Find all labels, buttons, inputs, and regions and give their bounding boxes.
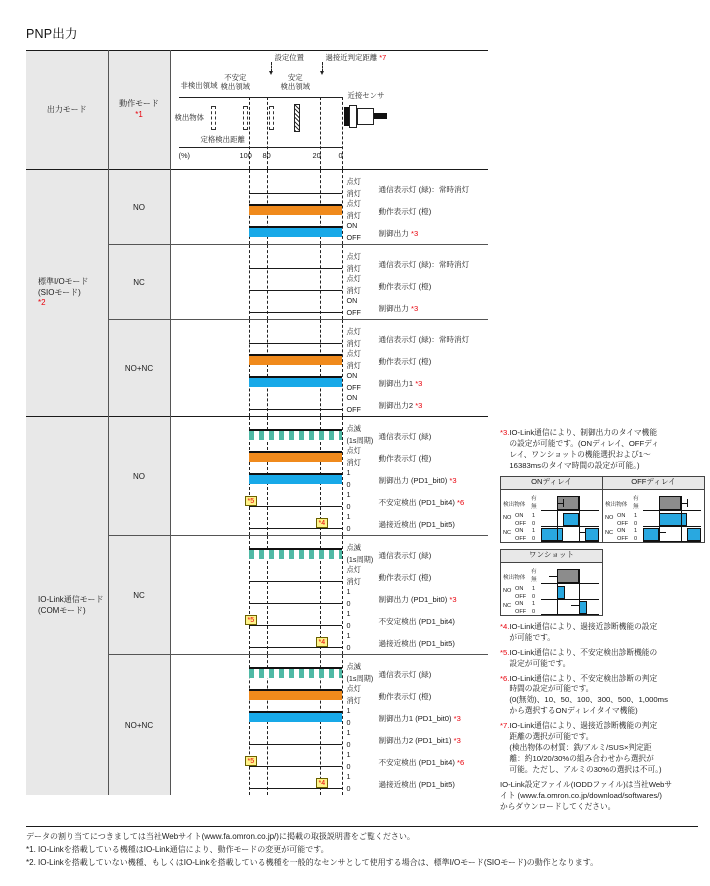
nc-off: OFF xyxy=(617,535,629,542)
unstable-zone-label: 不安定 検出領域 xyxy=(220,73,251,92)
signal-description: 動作表示灯 (橙) xyxy=(378,573,432,582)
footer-rule xyxy=(26,826,698,827)
table-row xyxy=(26,170,488,245)
oneshot-title: ワンショット xyxy=(501,549,603,562)
note-7-line4: 離：約10/20/30%の組み合わせから選択が xyxy=(509,754,654,764)
bar-NO+NC-1 xyxy=(249,689,342,700)
note-7-number: *7. xyxy=(500,721,510,731)
no-pulse xyxy=(563,513,579,526)
state-high-label: 点灯 xyxy=(346,177,361,186)
nc-on: ON xyxy=(515,527,524,534)
mode-line-1: 標準I/Oモード xyxy=(38,276,89,286)
object-stable xyxy=(294,104,300,132)
bar-NO-1 xyxy=(249,204,342,215)
nc-pulse xyxy=(579,601,587,614)
nc-label: NC xyxy=(503,529,512,536)
note-6-line3: (0(無効)、10、50、100、300、500、1,000ms xyxy=(509,695,668,705)
signal-description: 通信表示灯 (緑)：常時消灯 xyxy=(378,185,470,194)
signal-description: 不安定検出 (PD1_bit4) *6 xyxy=(378,498,465,507)
no-label: NO xyxy=(605,514,614,521)
state-low-label: 0 xyxy=(346,524,351,533)
waveform-group-NO xyxy=(171,417,489,535)
nc-pulse-a xyxy=(541,528,563,541)
on-delay-title: ONディレイ xyxy=(501,476,603,489)
object-present: 有 xyxy=(633,495,639,502)
footer-notes xyxy=(26,826,698,870)
note-3-line2: の設定が可能です。(ONディレイ、OFFディ xyxy=(509,438,659,448)
on-off-delay-table: ONディレイ OFFディレイ 検出物体 有 無 NO ON OFF 1 0 NC ON OFF 1 0 検出物体 有 無 NO ON OFF 1 0 NC ON OFF 1 0 xyxy=(500,476,705,543)
state-high-label: 1 xyxy=(346,490,351,499)
iodd-line3: からダウンロードしてください。 xyxy=(500,801,616,811)
action-mode-NO: NO xyxy=(108,417,170,536)
no-on: ON xyxy=(617,512,626,519)
state-low-label: (1s周期) xyxy=(346,555,374,564)
table-row xyxy=(26,417,488,536)
mode-line-1: IO-Link通信モード xyxy=(38,595,104,605)
col-header-output-mode: 出力モード xyxy=(26,51,108,170)
no-off: OFF xyxy=(617,520,629,527)
signal-description: 通信表示灯 (緑) xyxy=(378,551,432,560)
section-mode-1 xyxy=(26,417,108,796)
note-4-number: *4. xyxy=(500,621,510,631)
bar-NC-0 xyxy=(249,548,342,559)
badge-note-4: *4 xyxy=(316,518,329,528)
note-4 xyxy=(500,622,706,644)
signal-description: 制御出力1 (PD1_bit0) *3 xyxy=(378,714,461,723)
signal-description: 制御出力 *3 xyxy=(378,304,419,313)
note-4-line2: が可能です。 xyxy=(509,632,555,642)
signal-description: 制御出力 (PD1_bit0) *3 xyxy=(378,595,457,604)
state-high-label: ON xyxy=(346,221,358,230)
no-label: NO xyxy=(503,514,512,521)
bar-NO+NC-1 xyxy=(249,354,342,365)
oneshot-table: ワンショット 検出物体 有 無 NO ON OFF 1 0 NC ON OFF 1 0 xyxy=(500,549,603,616)
notes-column xyxy=(500,428,706,817)
state-high-label: 1 xyxy=(346,728,351,737)
object-absent: 無 xyxy=(633,503,639,510)
state-low-label: 消灯 xyxy=(346,339,361,348)
axis-tick-100: 100 xyxy=(239,151,252,160)
state-high-label: 1 xyxy=(346,772,351,781)
state-high-label: 点灯 xyxy=(346,349,361,358)
badge-note-4: *4 xyxy=(316,637,329,647)
iodd-line1: IO-Link設定ファイル(IODDファイル)は当社Webサ xyxy=(500,779,673,789)
object-unstable-a xyxy=(243,106,248,130)
object-present-block xyxy=(557,569,579,583)
state-low-label: 0 xyxy=(346,784,351,793)
state-high-label: 点灯 xyxy=(346,446,361,455)
mode-note: *2 xyxy=(38,298,46,308)
note-5-line2: 設定が可能です。 xyxy=(509,658,571,668)
signal-description: 動作表示灯 (橙) xyxy=(378,357,432,366)
note-4-line1: IO-Link通信により、過接近診断機能の設定 xyxy=(509,621,658,631)
signal-description: 制御出力1 *3 xyxy=(378,379,423,388)
signal-description: 制御出力 *3 xyxy=(378,229,419,238)
object-absent: 無 xyxy=(531,576,537,583)
state-low-label: 0 xyxy=(346,502,351,511)
badge-note-5: *5 xyxy=(245,496,258,506)
badge-note-4: *4 xyxy=(316,778,329,788)
object-label: 検出物体 xyxy=(503,501,526,508)
state-low-label: 0 xyxy=(346,480,351,489)
waveform-group-NO xyxy=(171,170,489,244)
signal-description: 通信表示灯 (緑) xyxy=(378,670,432,679)
note-7 xyxy=(500,721,706,776)
object-unstable-b xyxy=(269,106,274,130)
footer-line-1: *1. IO-Linkを搭載している機種はIO-Link通信により、動作モードの変更が可能です。 xyxy=(26,844,329,854)
axis-tick-20: 20 xyxy=(312,151,321,160)
state-high-label: 1 xyxy=(346,609,351,618)
note-3-number: *3. xyxy=(500,428,510,437)
state-low-label: (1s周期) xyxy=(346,674,374,683)
no-off: OFF xyxy=(515,593,527,600)
action-mode-NO+NC: NO+NC xyxy=(108,320,170,417)
state-high-label: ON xyxy=(346,371,358,380)
signal-description: 制御出力2 (PD1_bit1) *3 xyxy=(378,736,461,745)
percent-unit-label: (%) xyxy=(178,151,190,160)
note-5-line1: IO-Link通信により、不安定検出診断機能の xyxy=(509,647,658,657)
state-low-label: 消灯 xyxy=(346,264,361,273)
state-low-label: 消灯 xyxy=(346,696,361,705)
no-on: ON xyxy=(515,512,524,519)
state-low-label: 消灯 xyxy=(346,577,361,586)
signal-description: 動作表示灯 (橙) xyxy=(378,692,432,701)
state-high-label: 点灯 xyxy=(346,565,361,574)
state-high-label: 点滅 xyxy=(346,662,361,671)
detect-object-label: 検出物体 xyxy=(174,113,205,122)
bar-NO-2 xyxy=(249,226,342,237)
footer-line-2: *2. IO-Linkを搭載していない機種、もしくはIO-Linkを搭載している機種を一般的なセンサとして使用する場合は、標準I/Oモード(SIOモード)の動作となります。 xyxy=(26,857,599,867)
off-delay-title: OFFディレイ xyxy=(603,476,705,489)
footer-line-0: データの割り当てにつきましては当社Webサイト(www.fa.omron.co.jp/)に掲載の取扱説明書をご覧ください。 xyxy=(26,832,415,841)
state-low-label: 消灯 xyxy=(346,361,361,370)
note-7-line1: IO-Link通信により、過接近診断機能の判定 xyxy=(509,721,658,731)
state-high-label: 点滅 xyxy=(346,543,361,552)
state-low-label: OFF xyxy=(346,405,361,414)
signal-description: 動作表示灯 (橙) xyxy=(378,207,432,216)
note-6-line4: から選択するONディレイタイマ機能) xyxy=(509,706,638,716)
bar-NO+NC-0 xyxy=(249,667,342,678)
signal-description: 不安定検出 (PD1_bit4) xyxy=(378,617,455,626)
axis-tick-80: 80 xyxy=(262,151,271,160)
bar-NO-2 xyxy=(249,473,342,484)
no-label: NO xyxy=(503,587,512,594)
state-low-label: 消灯 xyxy=(346,211,361,220)
nc-off: OFF xyxy=(515,608,527,615)
action-mode-NO+NC: NO+NC xyxy=(108,655,170,796)
object-present-block xyxy=(659,496,681,510)
signal-description: 過接近検出 (PD1_bit5) xyxy=(378,520,455,529)
mode-line-2: (COMモード) xyxy=(38,606,86,615)
no-pulse xyxy=(659,513,687,526)
signal-description: 通信表示灯 (緑)：常時消灯 xyxy=(378,335,470,344)
bar-NO-1 xyxy=(249,451,342,462)
waveform-group-NO+NC xyxy=(171,320,489,416)
state-low-label: 0 xyxy=(346,599,351,608)
nc-label: NC xyxy=(503,602,512,609)
signal-description: 動作表示灯 (橙) xyxy=(378,282,432,291)
bar-NO-0 xyxy=(249,429,342,440)
proximity-sensor-icon xyxy=(344,105,390,129)
note-5-number: *5. xyxy=(500,647,510,657)
mode-line-2: (SIOモード) xyxy=(38,287,81,297)
state-low-label: 0 xyxy=(346,740,351,749)
action-mode-NO: NO xyxy=(108,170,170,245)
state-low-label: OFF xyxy=(346,308,361,317)
state-high-label: ON xyxy=(346,296,358,305)
detection-zone-diagram xyxy=(171,51,489,169)
nc-label: NC xyxy=(605,529,614,536)
state-high-label: 点灯 xyxy=(346,199,361,208)
waveform-group-NC xyxy=(171,245,489,319)
state-low-label: 消灯 xyxy=(346,458,361,467)
state-high-label: 点灯 xyxy=(346,252,361,261)
signal-description: 過接近検出 (PD1_bit5) xyxy=(378,639,455,648)
waveform-group-NO+NC xyxy=(171,655,489,795)
state-high-label: 点滅 xyxy=(346,424,361,433)
signal-description: 動作表示灯 (橙) xyxy=(378,454,432,463)
state-high-label: 点灯 xyxy=(346,274,361,283)
section-mode-0 xyxy=(26,170,108,417)
note-5 xyxy=(500,648,706,670)
col-header-action-mode: 動作モード *1 xyxy=(108,51,170,170)
note-3 xyxy=(500,428,706,472)
signal-description: 通信表示灯 (緑) xyxy=(378,432,432,441)
state-low-label: 0 xyxy=(346,621,351,630)
state-low-label: 0 xyxy=(346,762,351,771)
note-7-line5: 可能。ただし、アルミの30%の選択は不可。) xyxy=(509,765,662,774)
action-mode-NC: NC xyxy=(108,536,170,655)
state-high-label: 1 xyxy=(346,706,351,715)
proximity-sensor-label: 近接センサ xyxy=(347,91,385,100)
bar-NO+NC-2 xyxy=(249,376,342,387)
action-mode-NC: NC xyxy=(108,245,170,320)
bar-NO+NC-2 xyxy=(249,711,342,722)
nc-pulse-a xyxy=(643,528,659,541)
state-high-label: 1 xyxy=(346,750,351,759)
waveform-group-NC xyxy=(171,536,489,654)
note-6 xyxy=(500,674,706,718)
note-6-line1: IO-Link通信により、不安定検出診断の判定 xyxy=(509,673,658,683)
overproximity-label: 過接近判定距離 *7 xyxy=(325,53,387,62)
state-high-label: 1 xyxy=(346,587,351,596)
nc-on: ON xyxy=(617,527,626,534)
set-position-label: 設定位置 xyxy=(274,53,305,62)
state-low-label: 0 xyxy=(346,643,351,652)
state-low-label: OFF xyxy=(346,383,361,392)
nc-off: OFF xyxy=(515,535,527,542)
note-6-line2: 時間の設定が可能です。 xyxy=(509,684,594,694)
stable-zone-label: 安定 検出領域 xyxy=(280,73,311,92)
axis-tick-0: 0 xyxy=(338,151,343,160)
non-detect-zone-label: 非検出領域 xyxy=(180,81,218,90)
state-low-label: 消灯 xyxy=(346,286,361,295)
signal-description: 制御出力2 *3 xyxy=(378,401,423,410)
no-on: ON xyxy=(515,585,524,592)
signal-description: 制御出力 (PD1_bit0) *3 xyxy=(378,476,457,485)
signal-description: 通信表示灯 (緑)：常時消灯 xyxy=(378,260,470,269)
object-non-detect xyxy=(211,106,216,130)
rated-distance-label: 定格検出距離 xyxy=(200,135,245,144)
iodd-line2: イト (www.fa.omron.co.jp/download/softwares/) xyxy=(500,790,662,800)
state-low-label: 消灯 xyxy=(346,189,361,198)
state-high-label: 点灯 xyxy=(346,327,361,336)
nc-pulse-b xyxy=(585,528,599,541)
object-label: 検出物体 xyxy=(605,501,628,508)
note-3-line4: 16383msのタイマ時間の設定が可能。) xyxy=(509,460,640,470)
signal-description: 不安定検出 (PD1_bit4) *6 xyxy=(378,758,465,767)
state-high-label: 点灯 xyxy=(346,684,361,693)
object-present: 有 xyxy=(531,568,537,575)
note-3-line3: レイ、ワンショットの機能選択および1～ xyxy=(509,449,651,459)
note-7-line3: (検出物体の材質：鉄/アルミ/SUS×判定距 xyxy=(509,743,652,753)
state-high-label: 1 xyxy=(346,631,351,640)
state-low-label: (1s周期) xyxy=(346,436,374,445)
object-label: 検出物体 xyxy=(503,574,526,581)
note-3-line1: IO-Link通信により、制御出力のタイマ機能 xyxy=(509,428,658,437)
no-pulse xyxy=(557,586,565,599)
badge-note-5: *5 xyxy=(245,615,258,625)
signal-description: 過接近検出 (PD1_bit5) xyxy=(378,780,455,789)
state-high-label: 1 xyxy=(346,512,351,521)
page-title: PNP出力 xyxy=(26,27,78,41)
iodd-note xyxy=(500,780,706,813)
no-off: OFF xyxy=(515,520,527,527)
object-absent: 無 xyxy=(531,503,537,510)
state-low-label: 0 xyxy=(346,718,351,727)
note-7-line2: 距離の選択が可能です。 xyxy=(509,732,594,742)
note-6-number: *6. xyxy=(500,673,510,683)
object-present: 有 xyxy=(531,495,537,502)
badge-note-5: *5 xyxy=(245,756,258,766)
state-low-label: OFF xyxy=(346,233,361,242)
state-high-label: ON xyxy=(346,393,358,402)
nc-pulse-b xyxy=(687,528,701,541)
state-high-label: 1 xyxy=(346,468,351,477)
nc-on: ON xyxy=(515,600,524,607)
